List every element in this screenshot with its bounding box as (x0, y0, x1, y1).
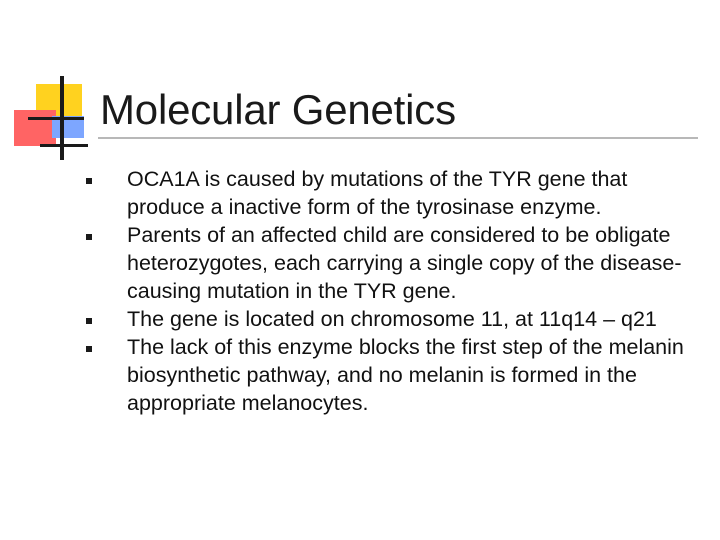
square-bullet-icon (86, 346, 92, 352)
bullet-text: Parents of an affected child are considered to be obligate heterozygotes, each carrying a single copy of the disease-causing mutation in the TYR gene. (127, 223, 682, 303)
bullet-text: The gene is located on chromosome 11, at 11q14 – q21 (127, 307, 657, 331)
title-underline (98, 137, 698, 139)
bullet-item (86, 333, 706, 417)
logo-horizontal-line (40, 144, 88, 147)
square-bullet-icon (86, 234, 92, 240)
slide-title: Molecular Genetics (100, 86, 456, 133)
logo-horizontal-line (28, 117, 84, 120)
slide-decoration-logo-icon (0, 0, 110, 170)
square-bullet-icon (86, 318, 92, 324)
logo-red-square (14, 110, 56, 146)
square-bullet-icon (86, 178, 92, 184)
bullet-list (86, 165, 706, 417)
bullet-item (86, 165, 706, 221)
bullet-item (86, 221, 706, 305)
bullet-text: The lack of this enzyme blocks the first step of the melanin biosynthetic pathway, and no melanin is formed in the appropriate melanocytes. (127, 335, 684, 415)
bullet-item (86, 305, 706, 333)
bullet-text: OCA1A is caused by mutations of the TYR gene that produce a inactive form of the tyrosinase enzyme. (127, 167, 628, 219)
